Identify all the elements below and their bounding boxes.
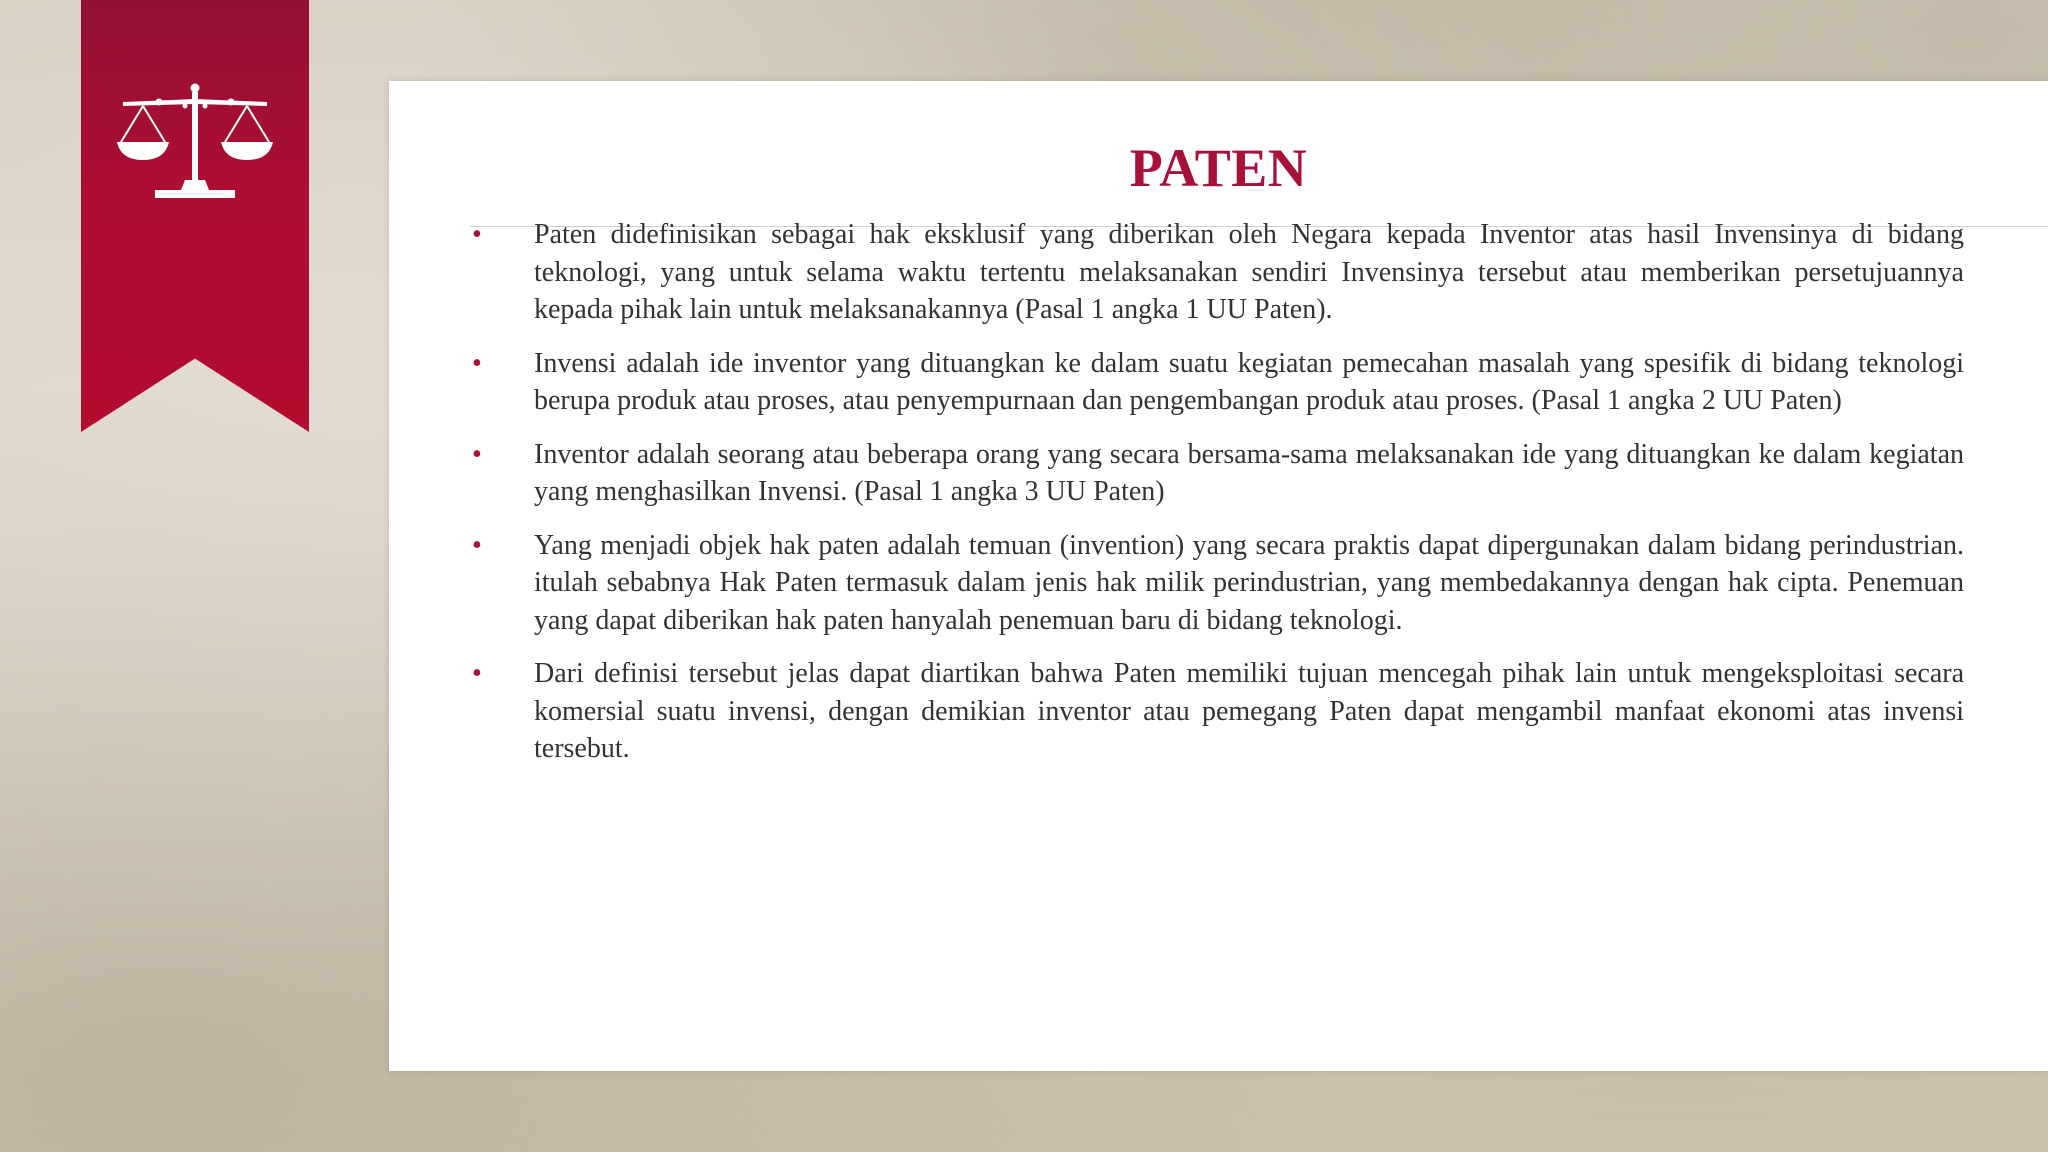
- bullet-marker: •: [472, 529, 482, 561]
- bullet-item-4: [472, 527, 1964, 640]
- bullet-marker: •: [472, 438, 482, 470]
- bullet-item-2: [472, 345, 1964, 420]
- bullet-marker: •: [472, 219, 482, 250]
- bullet-item-1: [472, 216, 1964, 329]
- slide-title: PATEN: [1129, 138, 1308, 198]
- bullet-item-3: [472, 436, 1964, 511]
- bullet-marker: •: [472, 347, 482, 379]
- ribbon-banner: [81, 0, 309, 432]
- bullet-text: Yang menjadi objek hak paten adalah temuan (invention) yang secara praktis dapat dipergunakan dalam bidang perindustrian. itulah sebabnya Hak Paten termasuk dalam jenis hak milik perindustrian, yang membedakannya dengan hak cipta. Penemuan yang dapat diberikan hak paten hanyalah penemuan baru di bidang teknologi.: [534, 529, 1964, 636]
- bullet-item-5: [472, 655, 1964, 768]
- bullet-marker: •: [472, 658, 482, 689]
- bullet-text: Invensi adalah ide inventor yang dituangkan ke dalam suatu kegiatan pemecahan masalah yang spesifik di bidang teknologi berupa produk atau proses, atau penyempurnaan dan pengembangan produk atau proses. (Pasal 1 angka 2 UU Paten): [534, 347, 1964, 416]
- bullet-text: Inventor adalah seorang atau beberapa orang yang secara bersama-sama melaksanakan ide yang dituangkan ke dalam kegiatan yang menghasilkan Invensi. (Pasal 1 angka 3 UU Paten): [534, 438, 1964, 507]
- bullet-text: Paten didefinisikan sebagai hak eksklusif yang diberikan oleh Negara kepada Inventor atas hasil Invensinya di bidang teknologi, yang untuk selama waktu tertentu melaksanakan sendiri Invensinya tersebut atau memberikan persetujuannya kepada pihak lain untuk melaksanakannya (Pasal 1 angka 1 UU Paten).: [534, 219, 1964, 325]
- scales-of-justice-icon: [113, 80, 277, 204]
- bullet-list: [472, 216, 1964, 784]
- bullet-text: Dari definisi tersebut jelas dapat diartikan bahwa Paten memiliki tujuan mencegah pihak lain untuk mengeksploitasi secara komersial suatu invensi, dengan demikian inventor atau pemegang Paten dapat mengambil manfaat ekonomi atas invensi tersebut.: [534, 658, 1964, 764]
